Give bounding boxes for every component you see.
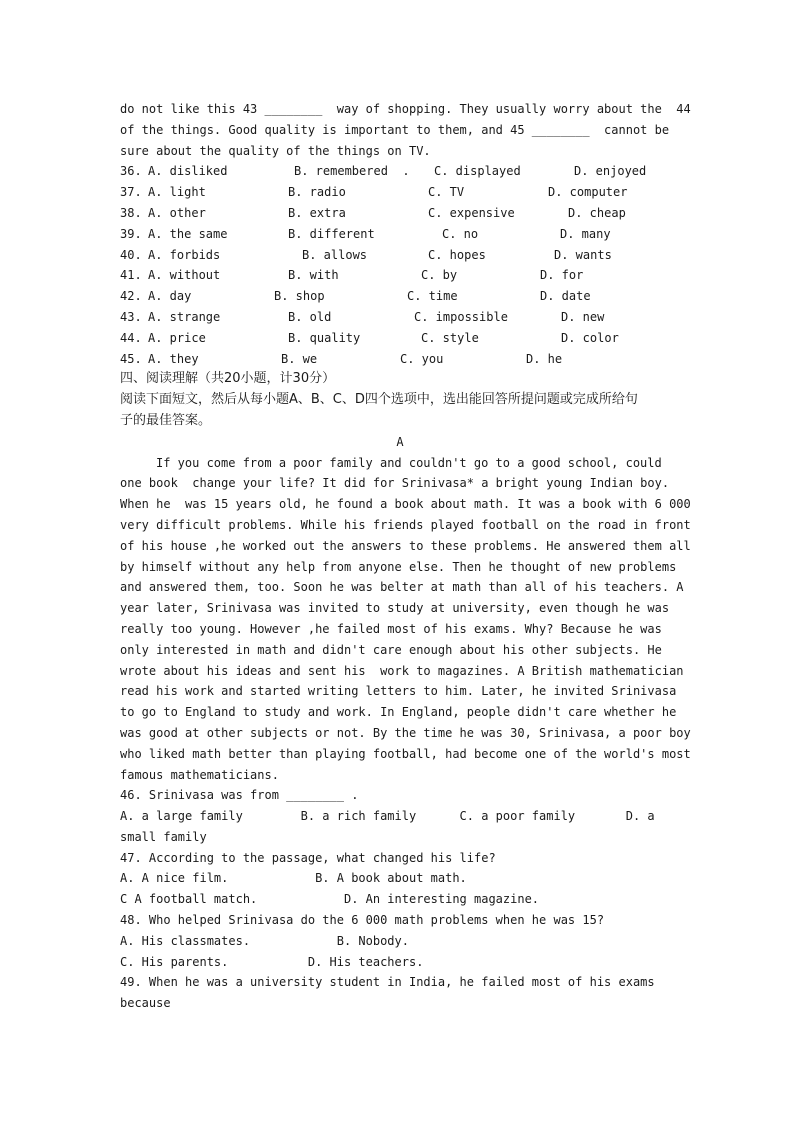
option-c: C. displayed	[434, 164, 521, 179]
option-a: A. the same	[148, 226, 228, 241]
question-number: 36.	[120, 164, 142, 179]
option-c: C. hopes	[428, 247, 486, 262]
question-line: 47. According to the passage, what changed his life?	[120, 850, 496, 865]
question-number: 44.	[120, 330, 142, 345]
option-b: B. shop	[274, 289, 325, 304]
option-row	[120, 307, 680, 328]
option-a: A. price	[148, 330, 206, 345]
option-a: A. other	[148, 205, 206, 220]
option-d: D. for	[540, 268, 584, 283]
question-number: 38.	[120, 205, 142, 220]
option-d: D. enjoyed	[574, 164, 647, 179]
section-instructions-line: 阅读下面短文，然后从每小题A、B、C、D四个选项中，选出能回答所提问题或完成所给句	[120, 392, 638, 408]
option-b: B. radio	[288, 185, 346, 200]
option-b: B. with	[288, 268, 339, 283]
option-c: C. by	[421, 268, 458, 283]
question-number: 37.	[120, 185, 142, 200]
option-b: B. remembered .	[294, 164, 410, 179]
option-row	[120, 224, 680, 245]
text-line: only interested in math and didn't care enough about his other subjects. He	[120, 642, 662, 657]
option-d: D. wants	[554, 247, 612, 262]
passage-a	[120, 453, 691, 786]
question-line: 46. Srinivasa was from ________ .	[120, 788, 359, 803]
section-instructions-line: 子的最佳答案。	[120, 412, 212, 428]
option-d: D. computer	[548, 185, 628, 200]
text-line: If you come from a poor family and couldn't go to a good school, could	[156, 455, 662, 470]
text-line: do not like this 43 ________ way of shopping. They usually worry about the 44	[120, 102, 691, 116]
text-line: really too young. However ,he failed most of his exams. Why? Because he was	[120, 621, 662, 636]
question-line: because	[120, 996, 171, 1011]
text-line: of the things. Good quality is important to them, and 45 ________ cannot be	[120, 122, 670, 137]
text-line: read his work and started writing letters to him. Later, he invited Srinivasa	[120, 684, 677, 699]
question-line: 48. Who helped Srinivasa do the 6 000 math problems when he was 15?	[120, 913, 605, 928]
option-b: B. extra	[288, 205, 346, 220]
text-line: year later, Srinivasa was invited to study at university, even though he was	[120, 601, 670, 616]
option-row	[120, 245, 680, 266]
option-d: D. color	[561, 330, 619, 345]
option-a: A. day	[148, 289, 192, 304]
question-number: 42.	[120, 289, 142, 304]
text-line: by himself without any help from anyone else. Then he thought of new problems	[120, 559, 677, 574]
option-c: C. no	[442, 226, 479, 241]
option-c: C. TV	[428, 185, 465, 200]
option-a: A. light	[148, 185, 206, 200]
text-line: and answered them, too. Soon he was belter at math than all of his teachers. A	[120, 580, 684, 595]
option-a: A. they	[148, 351, 199, 366]
question-number: 45.	[120, 351, 142, 366]
option-d: D. he	[526, 351, 563, 366]
question-line: A. His classmates. B. Nobody.	[120, 933, 409, 948]
option-c: C. expensive	[428, 205, 515, 220]
question-number: 39.	[120, 226, 142, 241]
option-row	[120, 203, 680, 224]
question-line: small family	[120, 829, 207, 844]
option-row	[120, 286, 680, 307]
option-a: A. strange	[148, 309, 221, 324]
option-b: B. we	[281, 351, 318, 366]
questions	[120, 785, 680, 1014]
text-line: to go to England to study and work. In England, people didn't care whether he	[120, 705, 677, 720]
question-line: C. His parents. D. His teachers.	[120, 954, 424, 969]
cloze-options	[120, 161, 680, 369]
document-page	[120, 99, 691, 1014]
question-line: A. A nice film. B. A book about math.	[120, 871, 467, 886]
question-number: 43.	[120, 309, 142, 324]
option-b: B. quality	[288, 330, 361, 345]
question-number: 40.	[120, 247, 142, 262]
option-row	[120, 161, 680, 182]
section-heading: 四、阅读理解（共20小题，计30分）	[120, 371, 336, 387]
text-line: famous mathematicians.	[120, 767, 279, 782]
option-a: A. without	[148, 268, 221, 283]
text-line: one book change your life? It did for Srinivasa* a bright young Indian boy.	[120, 476, 670, 491]
option-b: B. allows	[302, 247, 368, 262]
option-d: D. cheap	[568, 205, 626, 220]
text-line: who liked math better than playing football, had become one of the world's most	[120, 746, 691, 761]
question-number: 41.	[120, 268, 142, 283]
passage-top	[120, 99, 691, 161]
option-row	[120, 349, 680, 370]
text-line: very difficult problems. While his friends played football on the road in front	[120, 517, 691, 532]
option-c: C. time	[407, 289, 458, 304]
option-d: D. new	[561, 309, 605, 324]
text-line: When he was 15 years old, he found a book about math. It was a book with 6 000	[120, 497, 691, 512]
option-d: D. date	[540, 289, 591, 304]
question-line: A. a large family B. a rich family C. a poor family D. a	[120, 809, 655, 824]
option-a: A. forbids	[148, 247, 221, 262]
text-line: wrote about his ideas and sent his work to magazines. A British mathematician	[120, 663, 684, 678]
passage-title: A	[396, 434, 404, 449]
option-c: C. impossible	[414, 309, 508, 324]
question-line: 49. When he was a university student in India, he failed most of his exams	[120, 975, 655, 990]
text-line: was good at other subjects or not. By the time he was 30, Srinivasa, a poor boy	[120, 725, 691, 740]
option-d: D. many	[560, 226, 611, 241]
option-c: C. you	[400, 351, 444, 366]
option-c: C. style	[421, 330, 479, 345]
text-line: sure about the quality of the things on TV.	[120, 143, 431, 158]
option-row	[120, 265, 680, 286]
option-a: A. disliked	[148, 164, 228, 179]
option-b: B. old	[288, 309, 332, 324]
question-line: C A football match. D. An interesting magazine.	[120, 892, 540, 907]
option-row	[120, 328, 680, 349]
option-b: B. different	[288, 226, 375, 241]
text-line: of his house ,he worked out the answers to these problems. He answered them all	[120, 538, 691, 553]
option-row	[120, 182, 680, 203]
